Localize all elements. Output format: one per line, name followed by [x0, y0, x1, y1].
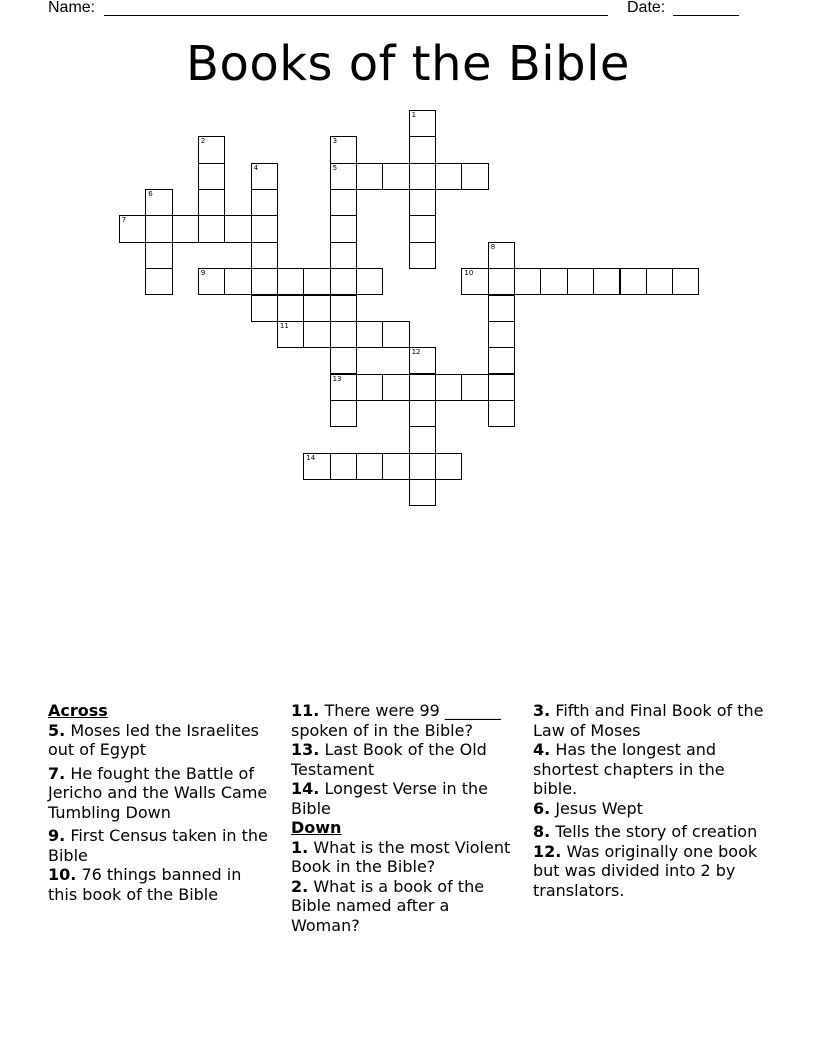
clue-down-2: [291, 877, 521, 936]
crossword-cell[interactable]: [356, 268, 383, 295]
crossword-cell[interactable]: [488, 347, 515, 374]
cell-number: 10: [464, 269, 474, 278]
cell-number: 6: [148, 190, 153, 199]
crossword-cell[interactable]: [251, 189, 278, 216]
crossword-cell[interactable]: [330, 400, 357, 427]
clue-down-3: [533, 701, 768, 740]
crossword-cell[interactable]: [330, 295, 357, 322]
crossword-cell[interactable]: [409, 215, 436, 242]
crossword-cell[interactable]: [488, 400, 515, 427]
clue-text: Has the longest and shortest chapters in the bible.: [533, 740, 725, 798]
crossword-cell[interactable]: [672, 268, 699, 295]
crossword-cell[interactable]: [145, 189, 172, 216]
clue-number: 11.: [291, 701, 320, 720]
crossword-cell[interactable]: [461, 163, 488, 190]
crossword-cell[interactable]: [409, 426, 436, 453]
crossword-cell[interactable]: [251, 268, 278, 295]
crossword-cell[interactable]: [330, 189, 357, 216]
crossword-cell[interactable]: [145, 215, 172, 242]
clues-column-3: [533, 701, 768, 900]
crossword-cell[interactable]: [224, 268, 251, 295]
crossword-cell[interactable]: [251, 242, 278, 269]
cell-number: 13: [332, 374, 342, 383]
cell-number: 11: [279, 321, 289, 330]
crossword-cell[interactable]: [198, 215, 225, 242]
crossword-cell[interactable]: [409, 163, 436, 190]
crossword-cell[interactable]: [488, 268, 515, 295]
crossword-cell[interactable]: [198, 163, 225, 190]
crossword-cell[interactable]: [356, 163, 383, 190]
crossword-cell[interactable]: [382, 321, 409, 348]
crossword-cell[interactable]: [303, 453, 330, 480]
cell-number: 8: [490, 242, 496, 251]
clue-down-8: [533, 822, 768, 842]
clue-across-9: [48, 826, 273, 865]
crossword-cell[interactable]: [593, 268, 620, 295]
cell-number: 3: [332, 137, 338, 146]
clue-text: What is a book of the Bible named after a Woman?: [291, 876, 485, 935]
down-heading: Down: [291, 818, 342, 837]
crossword-cell[interactable]: [330, 163, 357, 190]
clue-text: Moses led the Israelites out of Egypt: [48, 720, 260, 759]
crossword-cell[interactable]: [330, 268, 357, 295]
cell-number: 5: [332, 163, 338, 172]
crossword-cell[interactable]: [409, 479, 436, 506]
crossword-cell[interactable]: [488, 295, 515, 322]
clue-down-4: [533, 740, 768, 799]
clue-number: 10.: [48, 865, 77, 884]
clue-text: 76 things banned in this book of the Bible: [48, 865, 242, 904]
clue-number: 14.: [291, 779, 320, 798]
clues-column-1: [48, 701, 273, 908]
crossword-cell[interactable]: [435, 453, 462, 480]
crossword-cell[interactable]: [409, 400, 436, 427]
clue-down-6: [533, 799, 768, 819]
clue-number: 12.: [533, 841, 562, 861]
clue-across-5: [48, 721, 273, 760]
crossword-cell[interactable]: [488, 321, 515, 348]
clue-across-10: [48, 865, 273, 904]
crossword-cell[interactable]: [435, 374, 462, 401]
crossword-cell[interactable]: [409, 189, 436, 216]
clue-across-14: [291, 779, 521, 818]
cell-number: 14: [306, 453, 316, 462]
cell-number: 12: [411, 348, 421, 357]
crossword-cell[interactable]: [145, 242, 172, 269]
clue-number: 3.: [533, 701, 551, 720]
clue-number: 5.: [48, 720, 66, 740]
clue-number: 7.: [48, 763, 66, 783]
crossword-cell[interactable]: [409, 242, 436, 269]
crossword-cell[interactable]: [409, 453, 436, 480]
name-label: Name:: [48, 0, 96, 16]
crossword-cell[interactable]: [382, 163, 409, 190]
crossword-cell[interactable]: [277, 295, 304, 322]
crossword-cell[interactable]: [330, 321, 357, 348]
date-label: Date:: [627, 0, 666, 16]
page-title: Books of the Bible: [186, 36, 630, 92]
crossword-cell[interactable]: [409, 347, 436, 374]
crossword-cell[interactable]: [251, 163, 278, 190]
crossword-cell[interactable]: [567, 268, 594, 295]
crossword-cell[interactable]: [198, 189, 225, 216]
crossword-cell[interactable]: [620, 268, 647, 295]
clue-number: 1.: [291, 837, 309, 857]
clues-column-2: [291, 701, 521, 935]
clue-number: 6.: [533, 798, 551, 818]
crossword-cell[interactable]: [646, 268, 673, 295]
clue-across-13: [291, 740, 521, 779]
crossword-cell[interactable]: [409, 374, 436, 401]
crossword-cell[interactable]: [435, 163, 462, 190]
crossword-cell[interactable]: [198, 136, 225, 163]
crossword-cell[interactable]: [277, 321, 304, 348]
crossword-cell[interactable]: [303, 268, 330, 295]
clue-text: Tells the story of creation: [555, 822, 758, 841]
crossword-cell[interactable]: [514, 268, 541, 295]
crossword-cell[interactable]: [356, 321, 383, 348]
cell-number: 4: [253, 163, 259, 172]
clue-down-12: [533, 842, 768, 901]
crossword-cell[interactable]: [330, 347, 357, 374]
clue-text: Jesus Wept: [555, 798, 643, 818]
clue-across-11: [291, 701, 521, 740]
clue-text: Was originally one book but was divided into 2 by translators.: [533, 841, 758, 900]
crossword-cell[interactable]: [409, 136, 436, 163]
clue-across-7: [48, 764, 273, 823]
crossword-cell[interactable]: [330, 136, 357, 163]
crossword-cell[interactable]: [119, 215, 146, 242]
clue-text: There were 99 _______ spoken of in the Bible?: [291, 701, 501, 740]
crossword-cell[interactable]: [330, 453, 357, 480]
cell-number: 7: [121, 216, 127, 225]
crossword-cell[interactable]: [488, 374, 515, 401]
clue-number: 2.: [291, 876, 309, 896]
cell-number: 2: [200, 137, 206, 146]
crossword-cell[interactable]: [330, 242, 357, 269]
clue-number: 9.: [48, 826, 66, 845]
crossword-cell[interactable]: [330, 374, 357, 401]
clue-number: 13.: [291, 740, 320, 759]
across-heading: Across: [48, 701, 108, 720]
cell-number: 9: [200, 269, 206, 278]
crossword-cell[interactable]: [382, 453, 409, 480]
crossword-cell[interactable]: [330, 215, 357, 242]
crossword-cell[interactable]: [356, 453, 383, 480]
crossword-cell[interactable]: [488, 242, 515, 269]
crossword-cell[interactable]: [303, 295, 330, 322]
crossword-cell[interactable]: [461, 268, 488, 295]
clue-text: Last Book of the Old Testament: [291, 740, 487, 779]
crossword-cell[interactable]: [540, 268, 567, 295]
crossword-cell[interactable]: [251, 215, 278, 242]
clue-number: 8.: [533, 822, 551, 841]
clue-text: He fought the Battle of Jericho and the Walls Came Tumbling Down: [48, 763, 268, 822]
crossword-cell[interactable]: [198, 268, 225, 295]
cell-number: 1: [411, 111, 417, 119]
clue-text: Fifth and Final Book of the Law of Moses: [533, 701, 764, 740]
crossword-cell[interactable]: [409, 110, 436, 137]
crossword-cell[interactable]: [303, 321, 330, 348]
crossword-cell[interactable]: [277, 268, 304, 295]
clue-down-1: [291, 838, 521, 877]
crossword-cell[interactable]: [461, 374, 488, 401]
crossword-cell[interactable]: [382, 374, 409, 401]
crossword-cell[interactable]: [224, 215, 251, 242]
clue-text: Longest Verse in the Bible: [291, 779, 489, 818]
clue-number: 4.: [533, 740, 551, 759]
crossword-cell[interactable]: [251, 295, 278, 322]
clue-text: What is the most Violent Book in the Bible?: [291, 837, 511, 876]
crossword-cell[interactable]: [356, 374, 383, 401]
crossword-cell[interactable]: [145, 268, 172, 295]
crossword-cell[interactable]: [172, 215, 199, 242]
clue-text: First Census taken in the Bible: [48, 826, 268, 865]
